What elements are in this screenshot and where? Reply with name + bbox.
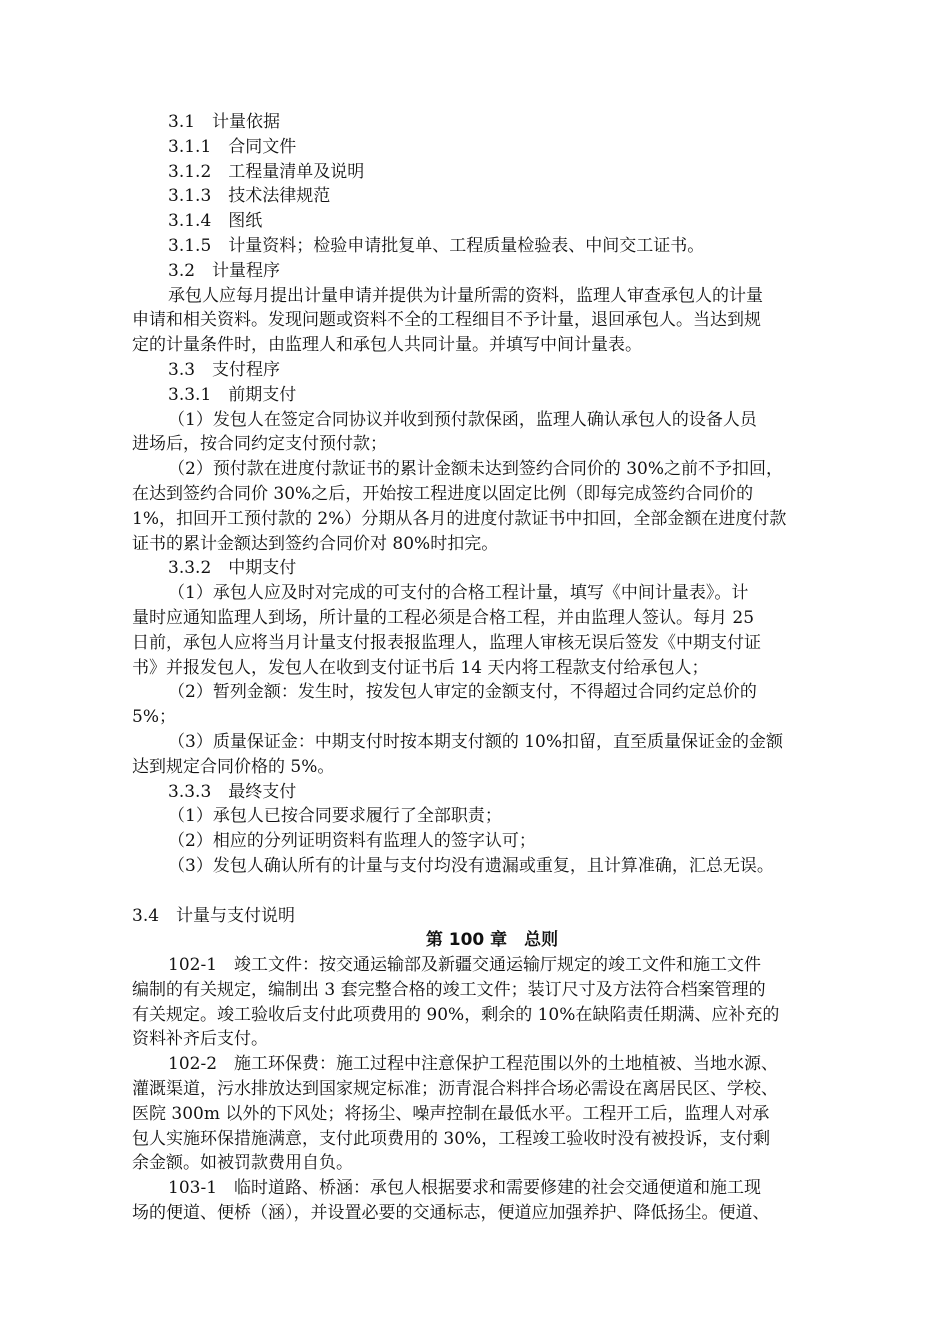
text-line: 证书的累计金额达到签约合同价对 80%时扣完。 [132, 533, 499, 554]
text-line: 3.2 计量程序 [168, 260, 281, 281]
text-line: 灌溉渠道，污水排放达到国家规定标准；沥青混合料拌合场必需设在离居民区、学校、 [132, 1079, 778, 1100]
text-line: 3.1.3 技术法律规范 [168, 186, 331, 207]
text-line: 包人实施环保措施满意，支付此项费用的 30%，工程竣工验收时没有被投诉，支付剩 [132, 1128, 771, 1149]
text-line: 3.3 支付程序 [168, 359, 281, 380]
text-line: 3.1.4 图纸 [168, 211, 263, 232]
text-line: 场的便道、便桥（涵），并设置必要的交通标志，便道应加强养护、降低扬尘。便道、 [132, 1203, 770, 1224]
text-line: （2）预付款在进度付款证书的累计金额未达到签约合同价的 30%之前不予扣回， [168, 459, 784, 480]
text-line: 医院 300m 以外的下风处；将扬尘、噪声控制在最低水平。工程开工后，监理人对承 [132, 1103, 770, 1124]
text-line: 5%； [132, 707, 176, 728]
text-line: 3.1 计量依据 [168, 112, 281, 132]
text-line: 3.3.1 前期支付 [168, 384, 297, 405]
text-line: 余金额。如被罚款费用自负。 [132, 1153, 353, 1174]
chapter-title: 第 100 章 总则 [425, 930, 559, 951]
text-line: 1%，扣回开工预付款的 2%）分期从各月的进度付款证书中扣回，全部金额在进度付款 [132, 508, 787, 529]
text-line: 3.1.1 合同文件 [168, 136, 297, 157]
text-line: 3.3.2 中期支付 [168, 558, 297, 579]
text-line: 定的计量条件时，由监理人和承包人共同计量。并填写中间计量表。 [132, 335, 642, 356]
text-line: （3）质量保证金：中期支付时按本期支付额的 10%扣留，直至质量保证金的金额 [168, 731, 784, 752]
text-line: 102-1 竣工文件：按交通运输部及新疆交通运输厅规定的竣工文件和施工文件 [168, 955, 762, 976]
text-line: 达到规定合同价格的 5%。 [132, 756, 335, 777]
text-line: 日前，承包人应将当月计量支付报表报监理人，监理人审核无误后签发《中期支付证 [132, 632, 761, 653]
text-line: 在达到签约合同价 30%之后，开始按工程进度以固定比例（即每完成签约合同价的 [132, 483, 754, 504]
text-line: 书》并报发包人，发包人在收到支付证书后 14 天内将工程款支付给承包人； [132, 657, 709, 678]
text-line: （2）相应的分列证明资料有监理人的签字认可； [168, 831, 536, 852]
text-line: 申请和相关资料。发现问题或资料不全的工程细目不予计量，退回承包人。当达到规 [132, 310, 761, 331]
text-line: （2）暂列金额：发生时，按发包人审定的金额支付，不得超过合同约定总价的 [168, 682, 757, 703]
text-line: 承包人应每月提出计量申请并提供为计量所需的资料，监理人审查承包人的计量 [168, 285, 763, 306]
text-line: 量时应通知监理人到场，所计量的工程必须是合格工程，并由监理人签认。每月 25 [132, 607, 755, 628]
text-line: 有关规定。竣工验收后支付此项费用的 90%，剩余的 10%在缺陷责任期满、应补充的 [132, 1004, 780, 1025]
document-body [132, 110, 852, 1226]
text-line: 进场后，按合同约定支付预付款； [132, 434, 387, 455]
text-line: 资料补齐后支付。 [132, 1029, 268, 1050]
text-line: 103-1 临时道路、桥涵：承包人根据要求和需要修建的社会交通便道和施工现 [168, 1178, 762, 1199]
text-line: （1）承包人已按合同要求履行了全部职责； [168, 806, 502, 827]
text-line: 编制的有关规定，编制出 3 套完整合格的竣工文件；装订尺寸及方法符合档案管理的 [132, 979, 766, 1000]
blank-line [132, 879, 852, 904]
text-line: 3.3.3 最终支付 [168, 781, 297, 802]
text-line: 102-2 施工环保费：施工过程中注意保护工程范围以外的土地植被、当地水源、 [168, 1054, 779, 1075]
text-line: （1）承包人应及时对完成的可支付的合格工程计量，填写《中间计量表》。计 [168, 583, 749, 604]
text-line: （3）发包人确认所有的计量与支付均没有遗漏或重复，且计算准确，汇总无误。 [168, 855, 774, 876]
text-line: 3.1.5 计量资料；检验申请批复单、工程质量检验表、中间交工证书。 [168, 235, 705, 256]
text-line: （1）发包人在签定合同协议并收到预付款保函，监理人确认承包人的设备人员 [168, 409, 757, 430]
text-line: 3.1.2 工程量清单及说明 [168, 161, 365, 182]
text-line: 3.4 计量与支付说明 [132, 905, 296, 926]
